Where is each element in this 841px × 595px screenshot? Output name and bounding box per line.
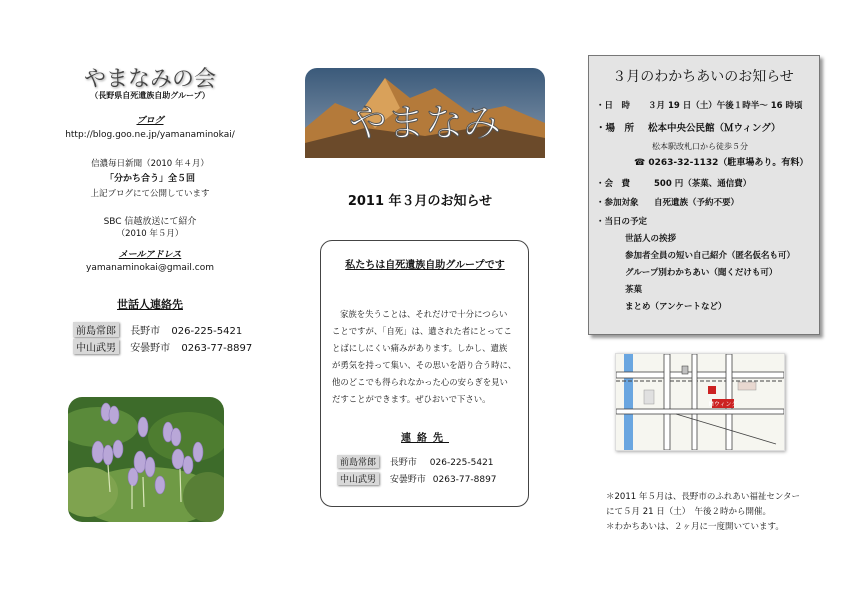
mail-label: メールアドレス xyxy=(118,250,182,260)
place-value: 松本中央公民館（Ｍウィング） xyxy=(648,123,781,134)
venue-map xyxy=(615,353,785,451)
schedule-item: まとめ（アンケートなど） xyxy=(625,302,727,312)
date-value: ３月 19 日（土）午後１時半～ 16 時頃 xyxy=(648,101,803,111)
map-venue-label: Mウィング xyxy=(708,401,738,408)
contact-phone: 026-225-5421 xyxy=(429,458,494,468)
month-title: 2011 年３月のお知らせ xyxy=(347,194,493,209)
blog-url-link[interactable]: http://blog.goo.ne.jp/yamanaminokai/ xyxy=(65,130,235,140)
target-value: 自死遺族（予約不要） xyxy=(654,198,740,208)
contact-row xyxy=(73,339,252,354)
contact-phone: 0263-77-8897 xyxy=(181,343,253,354)
fee-value: 500 円（茶菓、通信費） xyxy=(654,179,752,189)
contact-city: 安曇野市 xyxy=(130,343,171,354)
sbc-line-1: SBC 信越放送にて紹介 xyxy=(103,217,197,227)
org-subtitle: （長野県自死遺族自助グループ） xyxy=(90,91,210,100)
paragraph-line: 他のどこでも得られなかった心の安らぎを見い xyxy=(332,377,508,387)
paragraph-line: が勇気を持って集い、その思いを語り合う時に、 xyxy=(332,360,517,370)
contact-row xyxy=(337,472,497,485)
fee-label: ・会 費 xyxy=(596,179,631,189)
paragraph-line: とばにしにくい痛みがあります。しかし、遺族 xyxy=(332,343,508,353)
schedule-list xyxy=(625,231,795,316)
contact-name: 中山武男 xyxy=(337,472,379,485)
place-row xyxy=(596,120,781,134)
place-label: ・場 所 xyxy=(596,123,635,134)
contact-row xyxy=(337,455,494,468)
target-label: ・参加対象 xyxy=(596,198,639,208)
news-line-3: 上記ブログにて公開しています xyxy=(90,189,210,199)
mountain-logo-image xyxy=(305,68,545,158)
fee-row xyxy=(596,177,751,189)
sbc-line-2: （2010 年５月） xyxy=(116,229,184,239)
event-info-title: ３月のわかちあいのお知らせ xyxy=(612,69,794,85)
contact-name: 前島常郎 xyxy=(73,322,119,337)
date-label: ・日 時 xyxy=(596,101,631,111)
contact-heading: 世話人連絡先 xyxy=(117,298,183,311)
contact-name: 前島常郎 xyxy=(337,455,379,468)
schedule-item: グループ別わかちあい（聞くだけも可） xyxy=(625,268,778,278)
footnote-line: にて５月 21 日（土） 午後２時から開催。 xyxy=(606,507,771,517)
intro-paragraph xyxy=(332,306,522,408)
paragraph-line: 家族を失うことは、それだけで十分につらい xyxy=(340,309,508,319)
contact-name: 中山武男 xyxy=(73,339,119,354)
org-title: やまなみの会 xyxy=(83,67,216,92)
paragraph-line: ことですが、「自死」は、遺された者にとってこ xyxy=(332,326,512,336)
schedule-label: ・当日の予定 xyxy=(596,217,648,227)
crocus-flower-photo xyxy=(68,397,224,522)
logo-text: やまなみ xyxy=(348,101,502,145)
contact-row xyxy=(73,322,242,337)
contact-phone: 0263-77-8897 xyxy=(432,475,497,485)
target-row xyxy=(596,196,739,208)
contact-phone: 026-225-5421 xyxy=(171,326,243,337)
mail-address-link[interactable]: yamanaminokai@gmail.com xyxy=(86,263,214,273)
schedule-item: 世話人の挨拶 xyxy=(625,234,677,244)
schedule-item: 茶菓 xyxy=(625,285,643,295)
venue-phone: ☎ 0263-32-1132（駐車場あり。有料） xyxy=(634,158,809,168)
contact-city: 長野市 xyxy=(130,326,161,337)
news-line-1: 信濃毎日新聞（2010 年４月） xyxy=(91,159,209,169)
contact-city: 長野市 xyxy=(389,458,417,468)
contact-city: 安曇野市 xyxy=(389,475,426,485)
footnote-line: ＊2011 年５月は、長野市のふれあい福祉センター xyxy=(606,492,800,502)
blog-label: ブログ xyxy=(136,116,164,126)
schedule-item: 参加者全員の短い自己紹介（匿名仮名も可） xyxy=(625,251,796,261)
access-text: 松本駅改札口から徒歩５分 xyxy=(652,142,748,151)
box-contact-heading: 連絡先 xyxy=(401,433,449,444)
footnote-line: ＊わかちあいは、２ヶ月に一度開いています。 xyxy=(606,522,784,532)
date-row xyxy=(596,99,803,111)
paragraph-line: だすことができます。ぜひおいで下さい。 xyxy=(332,394,491,404)
intro-heading: 私たちは自死遺族自助グループです xyxy=(345,260,505,271)
news-line-2: 「分かち合う」全５回 xyxy=(104,174,195,184)
